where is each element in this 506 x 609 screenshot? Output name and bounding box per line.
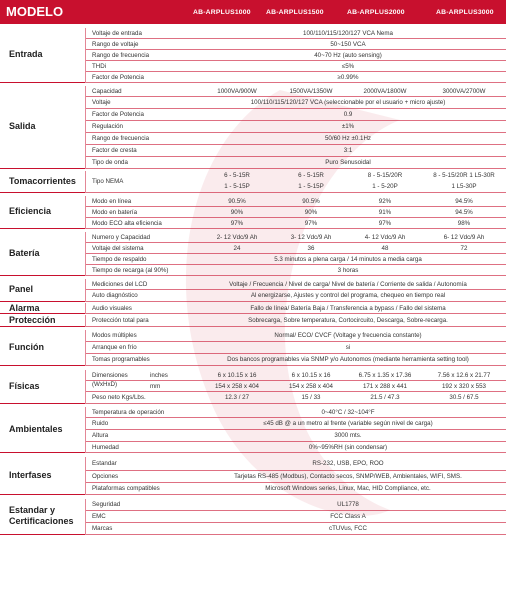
row-value: 1 - 5-20P xyxy=(372,183,398,190)
row-label: Opciones xyxy=(92,473,119,480)
spec-row xyxy=(86,133,506,145)
section-title: Eficiencia xyxy=(9,206,52,216)
spec-section xyxy=(0,232,506,276)
row-label: Dimensiones xyxy=(92,372,128,379)
row-value: FCC Class A xyxy=(330,513,366,520)
row-value: 2- 12 Vdc/9 Ah xyxy=(216,233,258,241)
row-divider xyxy=(86,403,506,404)
row-label: Altura xyxy=(92,432,109,439)
row-label: Voltaje del sistema xyxy=(92,244,144,252)
column-divider xyxy=(85,279,86,302)
row-label: Humedad xyxy=(92,443,119,451)
section-divider xyxy=(0,326,85,327)
row-label: Tipo NEMA xyxy=(92,178,124,185)
row-value: Al energizarse, Ajustes y control del programa, chequeo en tiempo real xyxy=(250,292,446,299)
row-label: Temperatura de operación xyxy=(92,408,165,416)
spec-row xyxy=(86,523,506,535)
model-name: AB-ARPLUS2000 xyxy=(347,9,405,16)
row-label: Modos múltiples xyxy=(92,332,137,339)
row-value: 97% xyxy=(378,219,392,227)
row-value: 6 - 5-15R xyxy=(298,172,324,179)
row-value: 90.5% xyxy=(302,197,320,205)
row-label: Tipo de onda xyxy=(92,159,128,166)
spec-row xyxy=(86,342,506,354)
row-label: Voltaje de entrada xyxy=(92,29,142,37)
spec-row xyxy=(86,61,506,72)
row-divider xyxy=(86,452,506,453)
row-label: (WxHxD) xyxy=(92,381,118,388)
row-value: 0.9 xyxy=(343,111,353,118)
spec-row xyxy=(86,145,506,157)
spec-row xyxy=(86,265,506,276)
row-value: 8 - 5-15/20R 1 L5-30R xyxy=(433,172,495,179)
spec-row xyxy=(86,407,506,418)
spec-row xyxy=(86,315,506,327)
row-divider xyxy=(86,301,506,302)
section-title: Salida xyxy=(9,121,36,131)
row-value: 0%~95%RH (sin condensar) xyxy=(308,443,388,451)
row-value: 2000VA/1800W xyxy=(363,87,407,95)
spec-row xyxy=(86,218,506,229)
column-divider xyxy=(85,232,86,276)
spec-row xyxy=(86,392,506,404)
row-value: 1500VA/1350W xyxy=(289,87,333,95)
row-value: 3- 12 Vdc/9 Ah xyxy=(290,233,332,241)
row-value: 1000VA/900W xyxy=(217,87,257,95)
spec-row xyxy=(86,157,506,169)
row-divider xyxy=(86,313,506,314)
unit-label: inches xyxy=(150,371,168,379)
column-divider xyxy=(85,315,86,327)
row-label: Factor de cresta xyxy=(92,147,137,154)
row-label: Modo en línea xyxy=(92,197,132,205)
row-label: Estandar xyxy=(92,460,117,467)
spec-row xyxy=(86,28,506,39)
section-divider xyxy=(0,82,85,83)
row-value: Fallo de línea/ Batería Baja / Transferencia a bypass / Fallo del sistema xyxy=(250,304,446,312)
row-value: 6.75 x 1.35 x 17.36 xyxy=(358,371,412,379)
row-value: 40~70 Hz (auto sensing) xyxy=(314,51,382,59)
row-value: 72 xyxy=(460,244,468,252)
row-label: Factor de Potencia xyxy=(92,73,144,81)
row-value: 24 xyxy=(233,244,241,252)
column-divider xyxy=(85,370,86,404)
spec-row xyxy=(86,243,506,254)
row-value: 6 - 5-15R xyxy=(224,172,250,179)
spec-row xyxy=(86,279,506,290)
spec-section xyxy=(0,196,506,229)
spec-row xyxy=(86,483,506,495)
spec-row xyxy=(86,354,506,366)
row-label: Tiempo de recarga (al 90%) xyxy=(92,266,169,274)
row-label: Modo en batería xyxy=(92,208,138,216)
row-value: Voltaje / Frecuencia / Nivel de carga/ Nivel de batería / Corriente de salida / Autonomía xyxy=(229,280,467,288)
row-label: Auto diagnóstico xyxy=(92,292,138,299)
section-divider xyxy=(0,403,85,404)
row-value: 1 - 5-15P xyxy=(224,183,250,190)
section-divider xyxy=(0,168,85,169)
row-value: 1 L5-30P xyxy=(451,183,477,190)
row-value: 90% xyxy=(304,208,318,216)
row-divider xyxy=(86,326,506,327)
column-divider xyxy=(85,196,86,229)
row-value: Normal/ ECO/ CVCF (Voltage y frecuencia constante) xyxy=(274,332,422,339)
row-label: Voltaje xyxy=(92,99,111,106)
row-divider xyxy=(86,275,506,276)
spec-section xyxy=(0,28,506,83)
row-value: Puro Senusoidal xyxy=(325,159,371,166)
row-value: Sobrecarga, Sobre temperatura, Cortocircuito, Descarga, Sobre-recarga. xyxy=(248,317,448,324)
section-divider xyxy=(0,275,85,276)
spec-section xyxy=(0,86,506,169)
model-name: AB-ARPLUS3000 xyxy=(436,9,494,16)
row-label: Mediciones del LCD xyxy=(92,280,148,288)
row-value: 48 xyxy=(381,244,389,252)
section-divider xyxy=(0,301,85,302)
section-divider xyxy=(0,192,85,193)
row-label: Audio visuales xyxy=(92,304,132,312)
section-title: Función xyxy=(9,341,44,352)
spec-section xyxy=(0,330,506,366)
row-value: ≥0.99% xyxy=(337,73,359,81)
spec-row xyxy=(86,50,506,61)
row-value: 192 x 320 x 553 xyxy=(441,382,487,390)
column-divider xyxy=(85,303,86,314)
row-divider xyxy=(86,494,506,495)
spec-row xyxy=(86,207,506,218)
row-value: 50/60 Hz ±0.1Hz xyxy=(324,135,372,142)
column-divider xyxy=(85,28,86,83)
section-divider xyxy=(0,313,85,314)
row-value: 97% xyxy=(304,219,318,227)
spec-row xyxy=(86,442,506,453)
row-value: 90% xyxy=(230,208,244,216)
section-title: Panel xyxy=(9,284,34,294)
row-value: 12.3 / 27 xyxy=(224,394,250,401)
row-label: Tomas programables xyxy=(92,356,150,363)
section-title: Protección xyxy=(9,315,56,325)
spec-row xyxy=(86,254,506,265)
spec-row xyxy=(86,418,506,430)
row-value: 5.3 minutos a plena carga / 14 minutos a media carga xyxy=(274,255,422,263)
section-title: Batería xyxy=(9,247,40,258)
section-divider xyxy=(0,534,85,535)
row-value: 30.5 / 67.5 xyxy=(449,394,479,401)
spec-row xyxy=(86,511,506,523)
spec-row xyxy=(86,290,506,302)
spec-row xyxy=(86,303,506,314)
spec-row xyxy=(86,499,506,511)
section-title: Interfases xyxy=(9,469,52,480)
row-divider xyxy=(86,228,506,229)
row-value: 154 x 258 x 404 xyxy=(214,382,260,390)
row-value: 6 x 10.15 x 16 xyxy=(291,371,331,379)
row-label: Plataformas compatibles xyxy=(92,485,160,492)
column-divider xyxy=(85,499,86,535)
row-label: Protección total para xyxy=(92,317,149,324)
section-divider xyxy=(0,494,85,495)
row-value: 3 horas xyxy=(337,266,359,274)
column-divider xyxy=(85,330,86,366)
section-divider xyxy=(0,228,85,229)
row-value: Tarjetas RS-485 (Modbus), Contacto secos, SNMP/WEB, Ambientales, WIFI, SMS. xyxy=(234,473,462,480)
spec-row xyxy=(86,39,506,50)
row-label: Rango de frecuencia xyxy=(92,135,150,142)
row-value: 94.5% xyxy=(455,197,473,205)
spec-row xyxy=(86,72,506,83)
row-label: Capacidad xyxy=(92,87,122,95)
row-divider xyxy=(86,82,506,83)
section-title: Tomacorrientes xyxy=(9,175,76,186)
row-value: 3:1 xyxy=(343,147,353,154)
row-value: Dos bancos programables via SNMP y/o Autonomos (mediante herramienta setting tool) xyxy=(227,356,469,363)
section-divider xyxy=(0,452,85,453)
row-divider xyxy=(86,365,506,366)
section-title: Entrada xyxy=(9,49,43,59)
row-value: 7.56 x 12.6 x 21.77 xyxy=(437,371,491,379)
spec-section xyxy=(0,407,506,453)
row-value: 100/110/115/120/127 VCA (seleccionable por el usuario + micro ajuste) xyxy=(250,99,446,106)
spec-section xyxy=(0,279,506,302)
row-divider xyxy=(86,534,506,535)
row-value: 6 x 10.15 x 16 xyxy=(217,371,257,379)
spec-row xyxy=(86,171,506,193)
table-header xyxy=(0,0,506,24)
spec-section xyxy=(0,303,506,314)
row-value: 3000 mts. xyxy=(334,432,362,439)
row-value: Microsoft Windows series, Linux, Mac, HID Compliance, etc. xyxy=(265,485,431,492)
row-label: Marcas xyxy=(92,525,113,532)
spec-row xyxy=(86,121,506,133)
row-value: 91% xyxy=(378,208,392,216)
row-value: 154 x 258 x 404 xyxy=(288,382,334,390)
column-divider xyxy=(85,171,86,193)
model-name: AB-ARPLUS1000 xyxy=(193,9,251,16)
row-value: 0~40°C / 32~104°F xyxy=(321,408,375,416)
row-label: Numero y Capacidad xyxy=(92,233,151,241)
row-value: cTUVus, FCC xyxy=(329,525,367,532)
spec-section xyxy=(0,370,506,404)
row-value: ≤45 dB @ a un metro al frente (variable según nivel de carga) xyxy=(263,420,433,427)
spec-row xyxy=(86,471,506,483)
row-divider xyxy=(86,168,506,169)
spec-section xyxy=(0,315,506,327)
section-divider xyxy=(0,365,85,366)
row-label: Peso neto Kgs/Lbs. xyxy=(92,394,146,401)
row-value: 97% xyxy=(230,219,244,227)
column-divider xyxy=(85,457,86,495)
row-label: THDi xyxy=(92,62,107,70)
row-value: 36 xyxy=(307,244,315,252)
row-label: Rango de voltaje xyxy=(92,40,139,48)
spec-row xyxy=(86,381,506,392)
row-value: 94.5% xyxy=(455,208,473,216)
row-value: 50~150 VCA xyxy=(330,40,366,48)
column-divider xyxy=(85,407,86,453)
row-label: Rango de frecuencia xyxy=(92,51,150,59)
row-value: 98% xyxy=(457,219,471,227)
row-value: 4- 12 Vdc/9 Ah xyxy=(364,233,406,241)
section-title: Físicas xyxy=(9,380,40,391)
row-value: 90.5% xyxy=(228,197,246,205)
spec-section xyxy=(0,499,506,535)
row-label: Tiempo de respaldo xyxy=(92,255,147,263)
spec-row xyxy=(86,109,506,121)
row-value: UL1778 xyxy=(337,501,359,508)
spec-section xyxy=(0,171,506,193)
row-label: Modo ECO alta eficiencia xyxy=(92,219,162,227)
row-value: 92% xyxy=(378,197,392,205)
column-divider xyxy=(85,86,86,169)
row-label: Ruido xyxy=(92,420,109,427)
model-heading: MODELO xyxy=(6,4,64,19)
model-name: AB-ARPLUS1500 xyxy=(266,9,324,16)
spec-row xyxy=(86,86,506,97)
section-title: Estandar y Certificaciones xyxy=(9,505,74,526)
row-value: 8 - 5-15/20R xyxy=(367,172,403,179)
unit-label: mm xyxy=(150,382,161,390)
row-label: Factor de Potencia xyxy=(92,111,144,118)
row-value: 21.5 / 47.3 xyxy=(370,394,400,401)
spec-row xyxy=(86,430,506,442)
spec-row xyxy=(86,97,506,109)
row-value: ≤5% xyxy=(341,62,355,70)
row-label: Regulación xyxy=(92,123,123,130)
spec-row xyxy=(86,330,506,342)
section-title: Ambientales xyxy=(9,423,63,434)
row-divider xyxy=(86,192,506,193)
row-value: 100/110/115/120/127 VCA Nema xyxy=(303,29,393,37)
spec-section xyxy=(0,457,506,495)
row-value: ±1% xyxy=(341,123,355,130)
section-title: Alarma xyxy=(9,303,40,313)
row-value: si xyxy=(345,344,351,351)
row-value: RS-232, USB, EPO, ROO xyxy=(312,460,384,467)
row-label: Seguridad xyxy=(92,501,121,508)
row-label: EMC xyxy=(92,513,106,520)
row-value: 6- 12 Vdc/9 Ah xyxy=(443,233,485,241)
spec-row xyxy=(86,457,506,471)
row-value: 1 - 5-15P xyxy=(298,183,324,190)
row-value: 3000VA/2700W xyxy=(442,87,486,95)
row-label: Arranque en frío xyxy=(92,344,137,351)
spec-row xyxy=(86,196,506,207)
spec-row xyxy=(86,232,506,243)
row-value: 15 / 33 xyxy=(301,394,321,401)
row-value: 171 x 288 x 441 xyxy=(362,382,408,390)
